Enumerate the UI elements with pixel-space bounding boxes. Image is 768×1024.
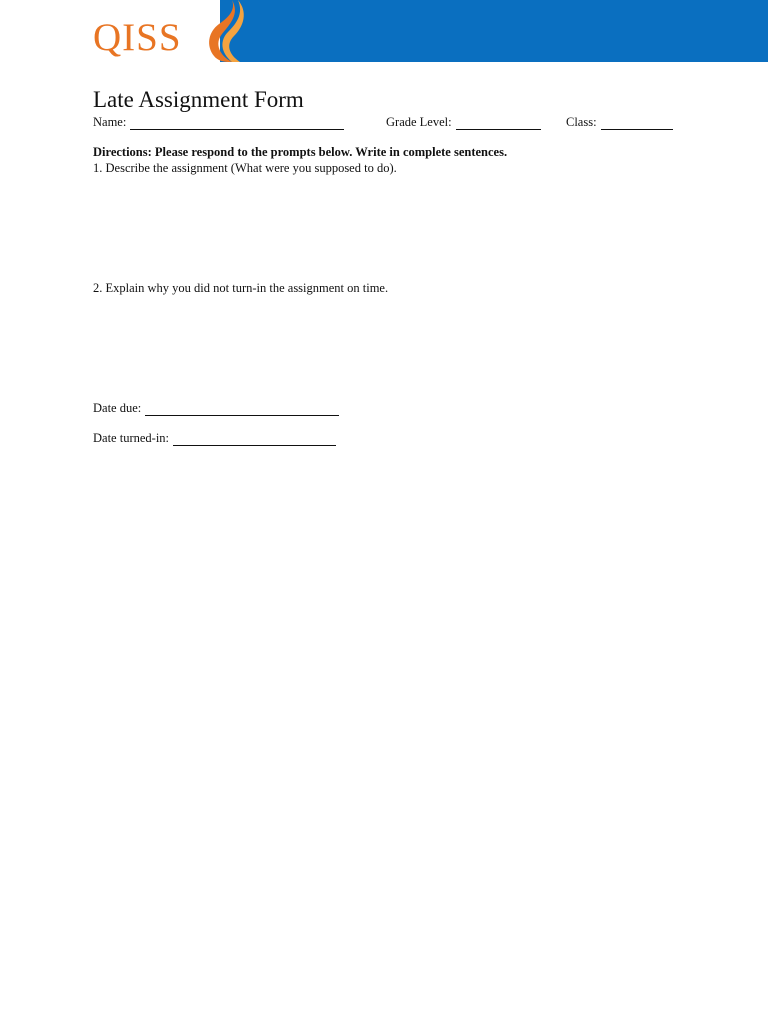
directions-text: Directions: Please respond to the prompts below. Write in complete sentences.: [93, 145, 508, 159]
class-field: [566, 115, 673, 130]
date-turned-in-label: Date turned-in:: [93, 431, 170, 445]
date-due-blank[interactable]: [145, 404, 339, 416]
logo-text: QISS: [93, 16, 182, 59]
grade-level-label: Grade Level:: [386, 115, 452, 129]
class-blank[interactable]: [601, 118, 673, 130]
page-title: Late Assignment Form: [93, 87, 304, 112]
prompt-1: 1. Describe the assignment (What were you supposed to do).: [93, 161, 397, 175]
date-due-label: Date due:: [93, 401, 142, 415]
name-label: Name:: [93, 115, 127, 129]
name-blank[interactable]: [130, 118, 344, 130]
date-turned-in-field: [93, 431, 336, 446]
class-label: Class:: [566, 115, 597, 129]
prompt-2: 2. Explain why you did not turn-in the assignment on time.: [93, 281, 389, 295]
grade-level-field: [386, 115, 541, 130]
date-turned-in-blank[interactable]: [173, 434, 336, 446]
grade-level-blank[interactable]: [456, 118, 541, 130]
name-field: [93, 115, 344, 130]
header-blue-bar: [220, 0, 768, 62]
date-due-field: [93, 401, 339, 416]
header-band: [0, 0, 768, 70]
